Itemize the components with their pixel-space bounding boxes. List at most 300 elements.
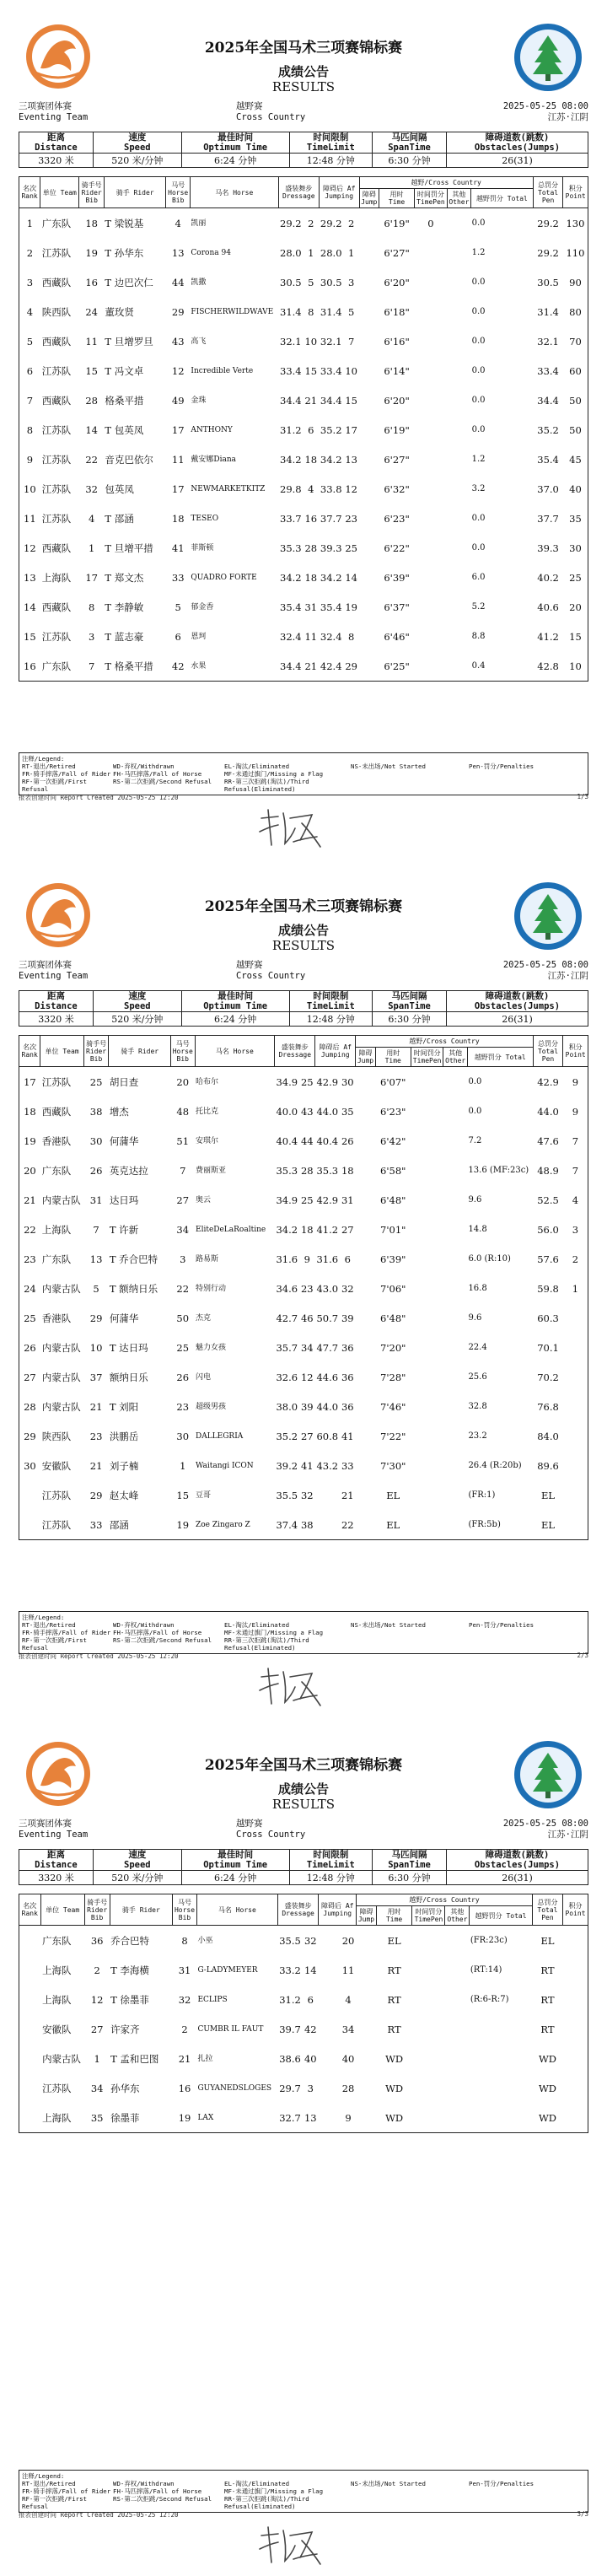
cell-oth [447, 208, 470, 239]
cell-oth [447, 563, 470, 592]
cell-rider: T 许新 [109, 1223, 139, 1236]
legend-item: MF-未通过旗门/Missing a Flag [224, 770, 324, 778]
cell-pt: 20 [569, 601, 582, 613]
cell-tot: 89.6 [537, 1459, 559, 1472]
cell-oth [447, 385, 470, 415]
legend-item: FH-马匹摔落/Fall of Horse [113, 2487, 202, 2495]
cell-tp [415, 238, 448, 267]
cell-hbib: 43 [171, 335, 185, 348]
cell-dr: 29.7 [279, 2082, 301, 2094]
cell-time: RT [387, 2023, 401, 2035]
legend-item: WD-弃权/Withdrawn [113, 763, 175, 770]
cell-horse: 费丽斯亚 [196, 1166, 227, 1175]
col-cross-country: 越野/Cross Country [357, 1894, 533, 1906]
param-label: 速度 Speed [93, 1850, 181, 1871]
event-venue: 江苏·江阴 [547, 971, 588, 981]
cell-pt [563, 1985, 588, 2014]
cell-oth [443, 1480, 468, 1510]
cell-time: EL [387, 1934, 401, 1947]
cell-rbib: 24 [85, 305, 98, 318]
cell-horse: 安琪尔 [196, 1136, 219, 1145]
cell-drr: 32 [300, 1489, 314, 1501]
param-label: 障碍道数(跳数) Obstacles(Jumps) [446, 132, 588, 154]
table-row [19, 326, 588, 356]
cell-rbib: 13 [89, 1253, 103, 1265]
cell-rbib: 37 [89, 1371, 103, 1383]
cell-af: 42.9 [316, 1194, 339, 1206]
cell-hbib: 19 [178, 2111, 191, 2124]
cell-oth [447, 474, 470, 504]
cell-pt: 50 [569, 394, 582, 407]
cell-oth [443, 1451, 468, 1480]
cell-tp [415, 297, 448, 326]
cell-tot: 47.6 [537, 1134, 559, 1147]
cell-jump [359, 238, 379, 267]
legend-item: MF-未通过旗门/Missing a Flag [224, 2487, 324, 2495]
cell-jump [356, 1333, 375, 1362]
cell-team: 西藏队 [41, 335, 72, 348]
cell-horse: 魅力女孩 [196, 1343, 227, 1352]
cell-rbib: 22 [85, 453, 98, 466]
report-created: 报表创建时间 Report Created 2025-05-25 12:20 [19, 1652, 179, 1660]
cell-hbib: 26 [176, 1371, 190, 1383]
cell-rbib: 29 [89, 1312, 103, 1324]
cell-oth [447, 356, 470, 385]
param-label: 速度 Speed [93, 991, 181, 1012]
col-xc-time: 用时 Time [379, 189, 415, 208]
cell-drr: 11 [304, 630, 318, 643]
legend-item: NS-未出场/Not Started [351, 2480, 426, 2487]
cell-rider: T 额纳日乐 [109, 1282, 158, 1295]
cell-team: 西藏队 [41, 542, 72, 554]
cell-hbib: 22 [176, 1282, 190, 1295]
cell-dr: 35.2 [276, 1430, 298, 1442]
cell-rbib: 3 [89, 630, 95, 643]
legend-item: EL-淘汰/Eliminated [224, 1621, 290, 1629]
cell-drr: 21 [304, 660, 318, 672]
col-rider-bib: 骑手号 Rider Bib [83, 1036, 108, 1067]
cell-tot: RT [540, 1964, 555, 1976]
cell-oth [443, 1097, 468, 1126]
cell-rbib: 27 [90, 2023, 104, 2035]
cell-time: 7'28" [380, 1371, 406, 1383]
cell-jump [357, 2103, 377, 2133]
cell-team: 西藏队 [41, 601, 72, 613]
col-point: 积分 Point [563, 1036, 588, 1067]
cell-pt: 3 [572, 1223, 579, 1236]
cell-time: 6'19" [384, 423, 410, 436]
cell-time: 6'39" [384, 571, 410, 584]
cell-horse: 戴安娜Diana [191, 455, 237, 464]
cell-hbib: 30 [176, 1430, 190, 1442]
param-value: 520 米/分钟 [93, 1871, 181, 1885]
cell-rank: 3 [26, 276, 34, 288]
cell-af: 39.3 [320, 542, 342, 554]
association-emblem [513, 22, 583, 93]
col-xc-timepen: 时间罚分 TimePen [411, 1048, 443, 1067]
cell-rank [19, 1985, 41, 2014]
cell-hbib: 41 [171, 542, 185, 554]
cell-oth [447, 445, 470, 474]
cell-time: 7'01" [380, 1223, 406, 1236]
cell-xct: 5.2 [471, 602, 486, 612]
cell-team: 安徽队 [41, 1459, 72, 1472]
cell-tot: EL [540, 1489, 556, 1501]
cell-jump [359, 385, 379, 415]
cell-af [319, 2103, 341, 2133]
col-horse-bib: 马号 Horse Bib [173, 1894, 197, 1926]
col-xc-total: 越野罚分 Total [471, 189, 534, 208]
cell-rank: 27 [24, 1371, 36, 1383]
cell-xct [470, 2014, 533, 2044]
cell-tp [411, 1480, 443, 1510]
table-row [19, 1362, 588, 1392]
cell-tot: 37.0 [537, 482, 559, 495]
cell-xct: 6.0 (R:10) [468, 1254, 511, 1264]
cell-horse: 闪电 [196, 1372, 212, 1382]
results-title-cn: 成绩公告 [277, 1781, 329, 1797]
cell-horse: 豆哥 [196, 1490, 212, 1500]
cell-time: 6'27" [384, 246, 410, 259]
cell-pt [563, 2014, 588, 2044]
cell-rank: 6 [26, 364, 34, 377]
cell-rider: T 孟和巴图 [110, 2052, 159, 2065]
cell-rank: 14 [24, 601, 36, 613]
cell-rank: 1 [26, 217, 34, 229]
cell-rank: 18 [24, 1105, 36, 1118]
cell-oth [447, 592, 470, 622]
cell-team: 广东队 [41, 217, 72, 229]
cell-tot: 70.2 [537, 1371, 559, 1383]
results-table [19, 1035, 588, 1540]
cell-af: 32.4 [320, 630, 342, 643]
cell-team: 陕西队 [41, 305, 72, 318]
cell-af: 50.7 [316, 1312, 339, 1324]
cell-rider: T 邵涵 [105, 512, 134, 525]
table-row [19, 1392, 588, 1421]
cell-tp [411, 1274, 443, 1303]
param-value: 26(31) [446, 154, 588, 168]
results-table [19, 1894, 588, 2133]
cell-af: 29.2 [320, 217, 342, 229]
cell-rbib: 12 [90, 1993, 104, 2006]
cell-af: 43.0 [316, 1282, 339, 1295]
cell-afr: 34 [341, 2023, 355, 2035]
cell-afr: 23 [345, 512, 357, 525]
col-xc-other: 其他 Other [445, 1906, 470, 1926]
cell-tp [415, 356, 448, 385]
cell-jump [356, 1480, 375, 1510]
event-venue: 江苏·江阴 [547, 1830, 588, 1840]
cell-hbib: 13 [171, 246, 185, 259]
table-row [19, 1067, 588, 1097]
table-row [19, 1926, 588, 1956]
cell-af: 35.3 [316, 1164, 339, 1177]
cell-tp [411, 1421, 443, 1451]
cell-oth [443, 1215, 468, 1244]
cell-afr: 36 [341, 1371, 354, 1383]
cell-team: 内蒙古队 [41, 1341, 81, 1354]
cell-oth [447, 326, 470, 356]
cell-oth [447, 533, 470, 563]
cell-jump [359, 504, 379, 533]
cell-rank: 7 [26, 394, 34, 407]
association-emblem [513, 1739, 583, 1810]
cell-drr: 3 [307, 2082, 314, 2094]
cell-xct: 0.0 [471, 543, 486, 552]
cell-horse: 托比克 [196, 1107, 219, 1116]
cell-horse: 超级男孩 [196, 1402, 227, 1411]
cell-af: 60.8 [316, 1430, 339, 1442]
cell-rbib: 7 [89, 660, 95, 672]
col-rank: 名次 Rank [19, 177, 40, 208]
cell-rbib: 5 [93, 1282, 99, 1295]
cell-pt: 60 [569, 364, 582, 377]
cell-dr: 32.1 [280, 335, 302, 348]
col-rider: 骑手 Rider [110, 1894, 173, 1926]
cell-tp [415, 445, 448, 474]
col-dressage: 盛装舞步 Dressage [275, 1036, 315, 1067]
cell-jump [356, 1421, 375, 1451]
cell-tot: 41.2 [537, 630, 559, 643]
table-row [19, 385, 588, 415]
cell-rank: 8 [26, 423, 34, 436]
cell-xct [470, 2044, 533, 2073]
cell-pt [563, 1510, 588, 1540]
cell-jump [357, 1985, 377, 2014]
cell-rider: 何蒲华 [109, 1312, 139, 1324]
cell-xct: 0.0 [471, 396, 486, 405]
cell-drr: 21 [304, 394, 318, 407]
cell-jump [356, 1156, 375, 1185]
cell-horse: GUYANEDSLOGES [197, 2083, 272, 2093]
cell-tot: EL [540, 1934, 555, 1947]
legend-item: RF-第一次拒跳/First Refusal [22, 2495, 87, 2510]
cell-team: 江苏队 [41, 423, 72, 436]
cell-tp [415, 415, 448, 445]
cell-jump [359, 533, 379, 563]
cell-team: 内蒙古队 [42, 2052, 82, 2065]
cell-time: WD [385, 2052, 404, 2065]
cell-afr: 15 [345, 394, 357, 407]
legend-item: WD-弃权/Withdrawn [113, 2480, 175, 2487]
cell-tot: 35.2 [537, 423, 559, 436]
cell-team: 江苏队 [41, 1489, 72, 1501]
cell-rider: 邵涵 [109, 1518, 129, 1531]
cell-oth [445, 2103, 470, 2133]
cell-pt [563, 2103, 588, 2133]
param-label: 马匹间隔 SpanTime [373, 132, 447, 154]
cell-dr: 35.3 [276, 1164, 298, 1177]
cell-tp [415, 563, 448, 592]
cell-af: 28.0 [320, 246, 342, 259]
event-name-cn: 三项赛团体赛 [19, 101, 72, 111]
cell-xct: 0.0 [468, 1107, 482, 1116]
param-value: 6:24 分钟 [181, 154, 289, 168]
cell-drr: 6 [308, 423, 314, 436]
cell-xct: 0.0 [471, 366, 486, 375]
cell-oth [447, 651, 470, 682]
cell-time: 6'37" [384, 601, 410, 613]
cell-drr: 23 [300, 1282, 314, 1295]
cell-hbib: 6 [175, 630, 181, 643]
association-emblem [513, 881, 583, 951]
cell-tot: WD [538, 2082, 556, 2094]
cell-dr: 34.4 [280, 394, 302, 407]
cell-rider: 格桑平措 [105, 394, 144, 407]
col-af-jumping: 障碍后 Af Jumping [315, 1036, 356, 1067]
cell-oth [443, 1274, 468, 1303]
cell-afr: 31 [341, 1194, 354, 1206]
cell-xct: 23.2 [468, 1431, 487, 1441]
cell-tp [415, 474, 448, 504]
legend-item: WD-弃权/Withdrawn [113, 1621, 175, 1629]
cell-time: 6'39" [380, 1253, 406, 1265]
cell-rank [19, 1926, 41, 1956]
cell-horse: 郁金香 [191, 602, 214, 612]
cell-drr: 28 [300, 1164, 314, 1177]
cell-tp [415, 385, 448, 415]
cell-drr: 1 [308, 246, 314, 259]
table-row [19, 2014, 588, 2044]
cell-tot: 40.6 [537, 601, 559, 613]
cell-rider: 董玫贤 [105, 305, 134, 318]
cell-afr: 33 [341, 1459, 354, 1472]
cell-afr: 28 [341, 2082, 355, 2094]
results-title-en: RESULTS [271, 79, 336, 94]
table-row [19, 208, 588, 239]
cell-pt: 70 [569, 335, 582, 348]
cell-rider: 音克巴依尔 [105, 453, 153, 466]
cell-rank [19, 2073, 41, 2103]
cell-rider: T 李海横 [110, 1964, 149, 1976]
cell-jump [357, 2073, 377, 2103]
legend-item: FR-骑手摔落/Fall of Rider [22, 770, 111, 778]
phase-name-en: Cross Country [236, 1830, 306, 1840]
legend-item: RT-退出/Retired [22, 763, 76, 770]
cell-afr: 21 [341, 1489, 354, 1501]
cell-team: 江苏队 [41, 246, 72, 259]
cell-af [319, 2073, 341, 2103]
cell-rank: 20 [24, 1164, 36, 1177]
cell-tp [411, 1333, 443, 1362]
cell-time: 7'30" [380, 1459, 406, 1472]
cell-horse: LAX [197, 2113, 214, 2122]
cell-af [319, 2044, 341, 2073]
col-dressage: 盛装舞步 Dressage [277, 1894, 319, 1926]
col-rider-bib: 骑手号 Rider Bib [84, 1894, 110, 1926]
cell-afr: 17 [345, 423, 357, 436]
cell-team: 内蒙古队 [41, 1282, 81, 1295]
cell-tp [411, 1156, 443, 1185]
legend-item: Pen-罚分/Penalties [469, 1621, 534, 1629]
cell-tot: EL [540, 1518, 556, 1531]
cell-rbib: 38 [89, 1105, 103, 1118]
cell-xct: 9.6 [468, 1195, 482, 1204]
table-row [19, 1126, 588, 1156]
cell-dr: 34.4 [280, 660, 302, 672]
cell-jump [356, 1185, 375, 1215]
phase-name-en: Cross Country [236, 112, 306, 122]
results-title-cn: 成绩公告 [277, 923, 329, 938]
cell-team: 江苏队 [41, 1075, 72, 1088]
cell-tot: 42.8 [537, 660, 559, 672]
cell-afr: 29 [345, 660, 357, 672]
cell-af: 32.1 [320, 335, 342, 348]
table-row [19, 415, 588, 445]
report-created: 报表创建时间 Report Created 2025-05-25 12:20 [19, 2511, 179, 2519]
cell-rank: 24 [24, 1282, 36, 1295]
cell-rider: T 梁锐基 [105, 217, 144, 229]
cell-tp [415, 592, 448, 622]
cell-drr: 25 [300, 1075, 314, 1088]
judge-signature [253, 1662, 329, 1712]
cell-af: 31.6 [316, 1253, 339, 1265]
cell-tot: 40.2 [537, 571, 559, 584]
cell-xct: 7.2 [468, 1136, 482, 1145]
table-row [19, 1274, 588, 1303]
legend-item: RR-第三次拒跳(淘汰)/Third Refusal(Eliminated) [224, 778, 309, 793]
col-rider: 骑手 Rider [104, 177, 166, 208]
cell-horse: 特别行动 [196, 1284, 227, 1293]
cell-oth [447, 415, 470, 445]
cell-rank [19, 2044, 41, 2073]
cell-hbib: 19 [176, 1518, 190, 1531]
table-row [19, 504, 588, 533]
cell-rider: 许家齐 [110, 2023, 140, 2035]
cell-hbib: 32 [178, 1993, 191, 2006]
col-xc-time: 用时 Time [376, 1906, 412, 1926]
col-total-pen: 总罚分 Total Pen [532, 1894, 562, 1926]
cell-pt: 1 [572, 1282, 579, 1295]
cell-team: 内蒙古队 [41, 1194, 81, 1206]
cell-hbib: 15 [176, 1489, 190, 1501]
cell-rank: 19 [24, 1134, 36, 1147]
cell-tp [415, 326, 448, 356]
table-row [19, 592, 588, 622]
cell-afr: 6 [344, 1253, 351, 1265]
cell-horse: 凯撒 [191, 278, 207, 287]
table-row [19, 1244, 588, 1274]
table-row [19, 1421, 588, 1451]
cell-xct: 0.0 [468, 1077, 482, 1086]
cell-jump [359, 563, 379, 592]
cell-afr: 22 [341, 1518, 354, 1531]
legend-item: RF-第一次拒跳/First Refusal [22, 1636, 87, 1652]
cell-horse: Zoe Zingaro Z [196, 1520, 250, 1529]
cell-oth [443, 1333, 468, 1362]
cell-rbib: 2 [94, 1964, 100, 1976]
legend-item: RS-第二次拒跳/Second Refusal [113, 1636, 212, 1644]
cell-time: EL [386, 1489, 400, 1501]
param-label: 最佳时间 Optimum Time [181, 1850, 289, 1871]
cell-time: 6'20" [384, 276, 410, 288]
cell-tp [412, 2014, 445, 2044]
cell-team: 江苏队 [41, 364, 72, 377]
param-label: 距离 Distance [19, 1850, 94, 1871]
cell-pt: 80 [569, 305, 582, 318]
col-af-jumping: 障碍后 Af Jumping [319, 1894, 357, 1926]
cell-team: 广东队 [42, 1934, 72, 1947]
col-xc-total: 越野罚分 Total [467, 1048, 533, 1067]
cell-horse: 水果 [191, 661, 207, 671]
cell-hbib: 34 [176, 1223, 190, 1236]
cell-rank: 16 [24, 660, 36, 672]
cell-tot: 84.0 [537, 1430, 559, 1442]
cell-time: 6'16" [384, 335, 410, 348]
table-row [19, 2073, 588, 2103]
cell-tp: 0 [427, 217, 434, 229]
